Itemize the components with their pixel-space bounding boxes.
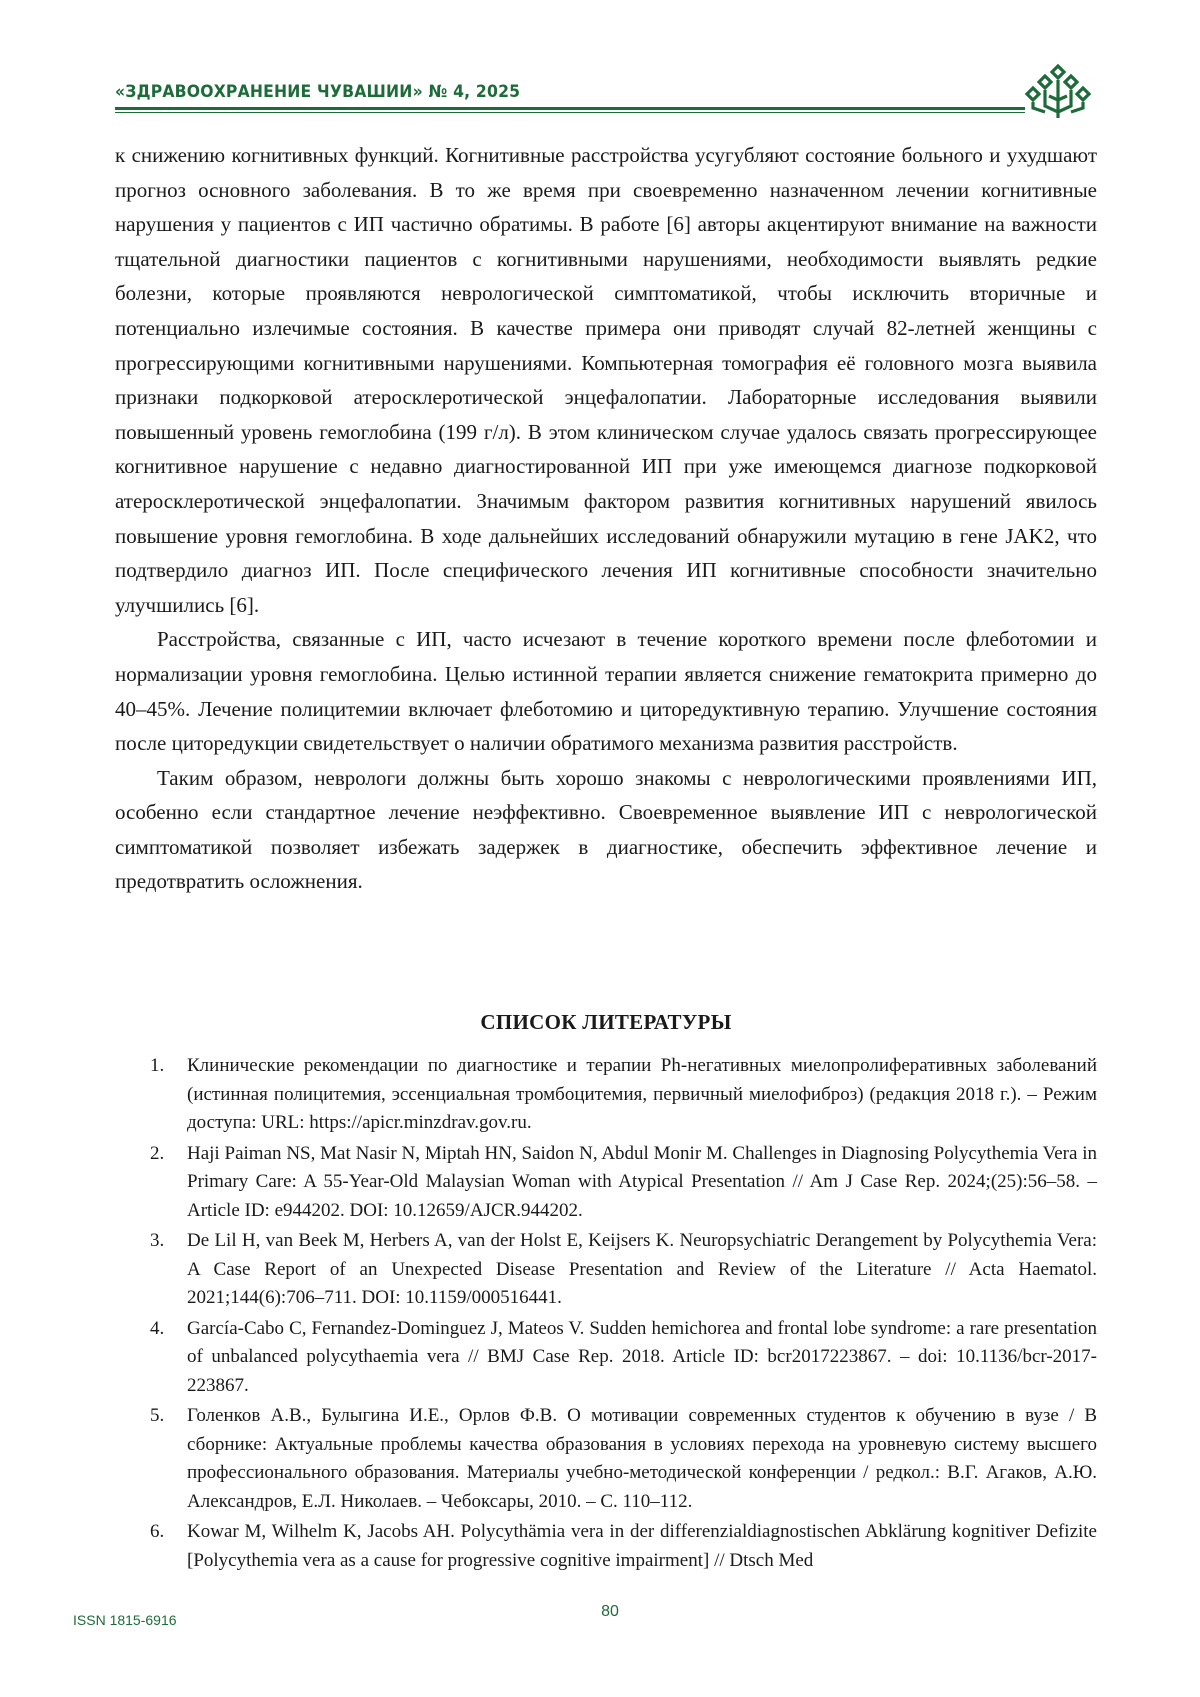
issn-label: ISSN 1815-6916 [73, 1612, 177, 1628]
reference-text: De Lil H, van Beek M, Herbers A, van der Holst E, Keijsers K. Neuropsychiatric Derangement by Polycythemia Vera: A Case Report of an Unexpected Disease Presentation and Review of the Literature // Acta Haematol. 2021;144(6):706–711. DOI: 10.1159/000516441. [187, 1230, 1097, 1308]
page-number: 80 [601, 1603, 619, 1620]
reference-item [115, 1315, 1097, 1401]
reference-text: Клинические рекомендации по диагностике и терапии Ph-негативных миелопролиферативных заболеваний (истинная полицитемия, эссенциальная тромбоцитемия, первичный миелофиброз) (редакция 2018 г.). – Режим доступа: URL: https://apicr.minzdrav.gov.ru. [187, 1055, 1097, 1133]
reference-item [115, 1402, 1097, 1516]
header-rule [115, 107, 1025, 110]
references-heading: СПИСОК ЛИТЕРАТУРЫ [480, 1010, 732, 1034]
reference-item [115, 1227, 1097, 1313]
reference-number: 5. [150, 1405, 165, 1426]
reference-number: 3. [150, 1230, 165, 1251]
reference-number: 2. [150, 1142, 165, 1164]
chuvash-tree-emblem-icon [1023, 62, 1093, 120]
reference-number: 6. [150, 1521, 165, 1542]
paragraph: к снижению когнитивных функций. Когнитивные расстройства усугубляют состояние больного и ухудшают прогноз основного заболевания. В то же время при своевременно назначенном лечении когнитивные нарушения у пациентов с ИП частично обратимы. В работе [6] авторы акцентируют внимание на важности тщательной диагностики пациентов с когнитивными нарушениями, необходимости выявлять редкие болезни, которые проявляются неврологической симптоматикой, чтобы исключить вторичные и потенциально излечимые состояния. В качестве примера они приводят случай 82-летней женщины с прогрессирующими когнитивными нарушениями. Компьютерная томография её головного мозга выявила признаки подкорковой атеросклеротической энцефалопатии. Лабораторные исследования выявили повышенный уровень гемоглобина (199 г/л). В этом клиническом случае удалось связать прогрессирующее когнитивное нарушение с недавно диагностированной ИП при уже имеющемся диагнозе подкорковой атеросклеротической энцефалопатии. Значимым фактором развития когнитивных нарушений явилось повышение уровня гемоглобина. В ходе дальнейших исследований обнаружили мутацию в гене JAK2, что подтвердило диагноз ИП. После специфического лечения ИП когнитивные способности значительно улучшились [6]. [115, 143, 1097, 617]
reference-text: Haji Paiman NS, Mat Nasir N, Miptah HN, Saidon N, Abdul Monir M. Challenges in Diagnosing Polycythemia Vera in Primary Care: A 55-Year-Old Malaysian Woman with Atypical Presentation // Am J Case Rep. 2024;(25):56–58. – Article ID: e944202. DOI: 10.12659/AJCR.944202. [187, 1142, 1097, 1221]
reference-text: Kowar M, Wilhelm K, Jacobs AH. Polycythämia vera in der differenzialdiagnostischen Abklärung kognitiver Defizite [Polycythemia vera as a cause for progressive cognitive impairment] // Dtsch Med [187, 1521, 1097, 1571]
reference-number: 4. [150, 1317, 165, 1339]
reference-item [115, 1140, 1097, 1226]
reference-text: Голенков А.В., Булыгина И.Е., Орлов Ф.В. О мотивации современных студентов к обучению в вузе / В сборнике: Актуальные проблемы качества образования в условиях перехода на уровневую систему высшего профессионального образования. Материалы учебно-методической конференции / редкол.: В.Г. Агаков, А.Ю. Александров, Е.Л. Николаев. – Чебоксары, 2010. – С. 110–112. [187, 1405, 1097, 1512]
header-rule-thin [115, 112, 1025, 113]
paragraph: Таким образом, неврологи должны быть хорошо знакомы с неврологическими проявлениями ИП, особенно если стандартное лечение неэффективно. Своевременное выявление ИП с неврологической симптоматикой позволяет избежать задержек в диагностике, обеспечить эффективное лечение и предотвратить осложнения. [115, 765, 1097, 894]
article-body [115, 138, 1097, 899]
references-list [115, 1052, 1097, 1577]
reference-item [115, 1052, 1097, 1138]
journal-title: «ЗДРАВООХРАНЕНИЕ ЧУВАШИИ» № 4, 2025 [115, 82, 521, 102]
reference-number: 1. [150, 1055, 165, 1076]
reference-text: García-Cabo C, Fernandez-Dominguez J, Mateos V. Sudden hemichorea and frontal lobe syndrome: a rare presentation of unbalanced polycythaemia vera // BMJ Case Rep. 2018. Article ID: bcr2017223867. – doi: 10.1136/bcr-2017-223867. [187, 1317, 1097, 1396]
page-header [115, 62, 1095, 112]
paragraph: Расстройства, связанные с ИП, часто исчезают в течение короткого времени после флеботомии и нормализации уровня гемоглобина. Целью истинной терапии является снижение гематокрита примерно до 40–45%. Лечение полицитемии включает флеботомию и циторедуктивную терапию. Улучшение состояния после циторедукции свидетельствует о наличии обратимого механизма развития расстройств. [115, 627, 1097, 756]
reference-item [115, 1518, 1097, 1575]
